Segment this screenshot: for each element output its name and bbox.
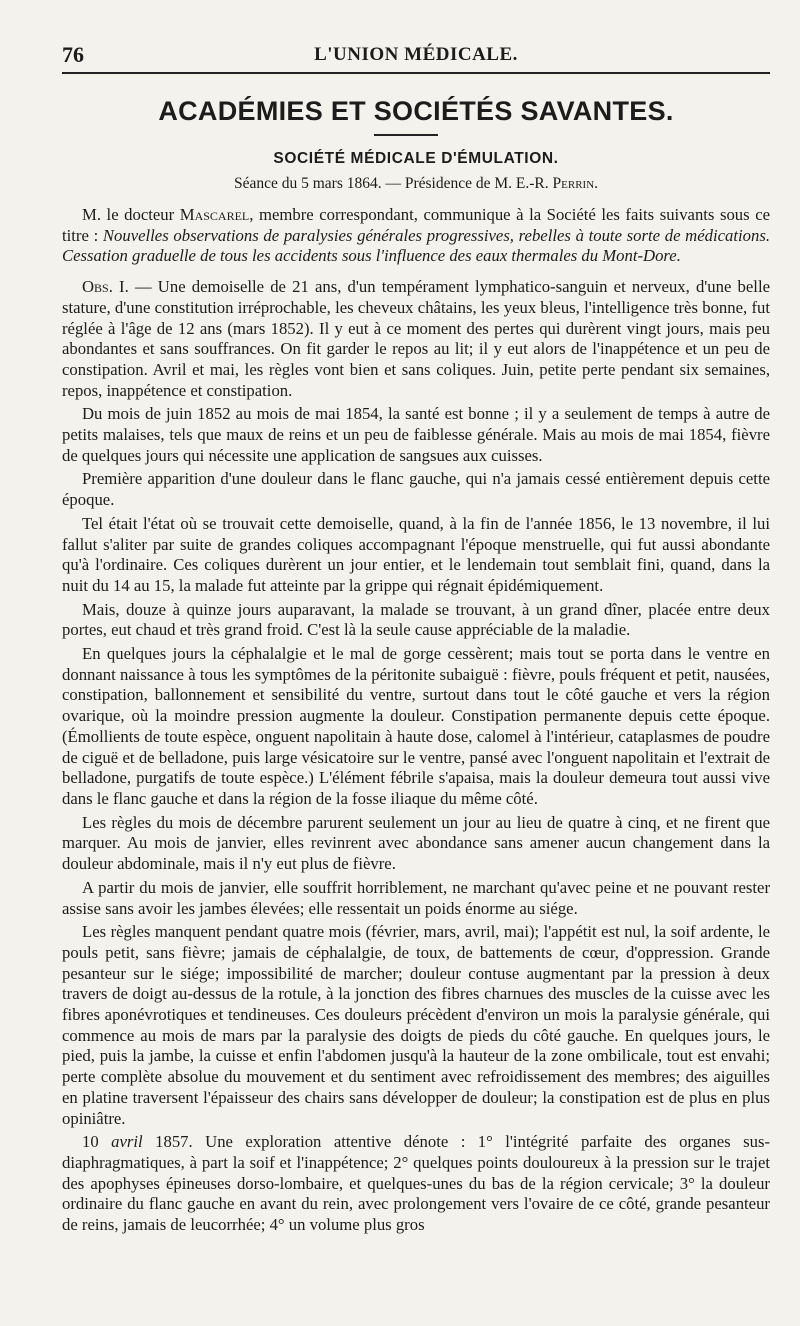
section-title: ACADÉMIES ET SOCIÉTÉS SAVANTES. bbox=[158, 96, 674, 126]
last-text: 1857. Une exploration attentive dénote : 1° l'intégrité parfaite des organes sus-diaphragmatiques, à part la soif et l'inappétence; 2° quelques points douloureux à la pression sur le trajet des apophyses épineuses dorso-lombaire, et quelques-unes du bas de la région cervicale; 3° la douleur ordinaire du flanc gauche en avant du rein, avec prolongement vers l'ovaire de ce côté, grande pesanteur de reins, jamais de leucorrhée; 4° un volume plus gros bbox=[62, 1132, 771, 1235]
author-name: Mascarel bbox=[179, 205, 250, 224]
journal-title: L'UNION MÉDICALE. bbox=[314, 44, 518, 65]
date-month: avril bbox=[111, 1132, 143, 1152]
seance-line bbox=[62, 175, 770, 193]
intro-text-2: , membre correspondant, communique à la Société les faits suivants sous ce titre : bbox=[62, 205, 771, 245]
paragraph-5: En quelques jours la céphalalgie et le mal de gorge cessèrent; mais tout se porta dans le ventre en donnant naissance à tous les symptômes de la péritonite subaiguë : fièvre, pouls fréquent et petit, nausées, constipation, ballonnement et sensibilité du ventre, surtout dans tout le côté gauche et vers la région ovarique, où la moindre pression augmente la douleur. Constipation permanente depuis cette époque. (Émollients de toute espèce, onguent napolitain à haute dose, calomel à l'intérieur, cataplasmes de poudre de ciguë et de belladone, puis large vésicatoire sur le ventre, pansé avec l'onguent napolitain et l'extrait de belladone, purgatifs de toute espèce.) L'élément fébrile s'apaisa, mais la douleur demeura tout aussi vive dans le flanc gauche et dans la région de la fosse iliaque du même côté. bbox=[62, 644, 770, 808]
paragraph-4: Mais, douze à quinze jours auparavant, la malade se trouvant, à un grand dîner, placée entre deux portes, eut chaud et très grand froid. C'est là la seule cause appréciable de la maladie. bbox=[62, 599, 770, 640]
paragraph-last bbox=[62, 1132, 770, 1236]
paragraph-2: Première apparition d'une douleur dans le flanc gauche, qui n'a jamais cessé entièrement depuis cette époque. bbox=[62, 469, 770, 510]
paragraph-7: A partir du mois de janvier, elle souffrit horriblement, ne marchant qu'avec peine et ne pouvant rester assise sans avoir les jambes élevées; elle ressentait un poids énorme au siége. bbox=[62, 877, 770, 918]
article-body bbox=[62, 205, 770, 1239]
intro-paragraph bbox=[62, 205, 770, 267]
observation-label: Obs. I. bbox=[82, 277, 129, 297]
president-name: Perrin. bbox=[552, 175, 599, 192]
observation-paragraph bbox=[62, 277, 770, 401]
header-rule bbox=[62, 72, 770, 74]
page-number: 76 bbox=[62, 42, 84, 67]
paragraph-6: Les règles du mois de décembre parurent seulement un jour au lieu de quatre à cinq, et ne firent que marquer. Au mois de janvier, elles revinrent avec abondance sans amener aucun changement dans la douleur abdominale, mais il n'y eut plus de fièvre. bbox=[62, 812, 770, 874]
date-day: 10 bbox=[82, 1132, 112, 1152]
communication-title: Nouvelles observations de paralysies générales progressives, rebelles à toute sorte de médications. Cessation graduelle de tous les accidents sous l'influence des eaux thermales du Mont-Dore. bbox=[62, 225, 770, 266]
running-head bbox=[62, 40, 770, 70]
title-rule bbox=[374, 134, 438, 136]
paragraph-8: Les règles manquent pendant quatre mois (février, mars, avril, mai); l'appétit est nul, la soif ardente, le pouls petit, sans fièvre; jamais de céphalalgie, de toux, de battements de cœur, d'oppression. Grande pesanteur sur le siége; impossibilité de marcher; douleur contuse augmentant par la pression à deux travers de doigt au-dessus de la rotule, à la jonction des fibres charnues des muscles de la cuisse avec les fibres aponévrotiques et tendineuses. Ces douleurs précèdent d'environ un mois la paralysie générale, qui commence au mois de mars par la paralysie des doigts de pieds du côté gauche. En quelques jours, le pied, puis la jambe, la cuisse et enfin l'abdomen jusqu'à la hauteur de la zone ombilicale, tout est envahi; perte complète absolue du mouvement et du sentiment avec refroidissement des membres; des aiguilles en platine traversent l'épaisseur des chairs sans développer de douleur; la constipation est de plus en plus opiniâtre. bbox=[62, 922, 770, 1128]
intro-text-1: M. le docteur bbox=[82, 205, 180, 224]
observation-text: — Une demoiselle de 21 ans, d'un tempérament lymphatico-sanguin et nerveux, d'une belle stature, d'une constitution irréprochable, les cheveux châtains, les yeux bleus, l'intelligence très bonne, fut réglée à l'âge de 12 ans (mars 1852). Il y eut à ce moment des pertes qui durèrent vingt jours, mais peu abondantes et sans souffrances. On fit garder le repos au lit; il y eut alors de l'inappétence et un peu de constipation. Avril et mai, les règles vont bien et sans coliques. Juin, petite perte pendant six semaines, repos, inappétence et constipation. bbox=[62, 277, 770, 400]
society-name: SOCIÉTÉ MÉDICALE D'ÉMULATION. bbox=[273, 150, 559, 167]
paragraph-1: Du mois de juin 1852 au mois de mai 1854, la santé est bonne ; il y a seulement de temps à autre de petits malaises, tels que maux de reins et un peu de faiblesse générale. Mais au mois de mai 1854, fièvre de quelques jours qui nécessite une application de sangsues aux cuisses. bbox=[62, 404, 770, 465]
seance-text: Séance du 5 mars 1864. — Présidence de M. E.-R. bbox=[233, 175, 553, 192]
paragraph-3: Tel était l'état où se trouvait cette demoiselle, quand, à la fin de l'année 1856, le 13 novembre, il lui fallut s'aliter par suite de grandes coliques accompagnant l'époque menstruelle, qui fut aussi abondante qu'à l'ordinaire. Ces coliques durèrent un jour entier, et le lendemain tout semblait fini, quand, dans la nuit du 14 au 15, la malade fut atteinte par la grippe qui régnait épidémiquement. bbox=[62, 513, 770, 595]
